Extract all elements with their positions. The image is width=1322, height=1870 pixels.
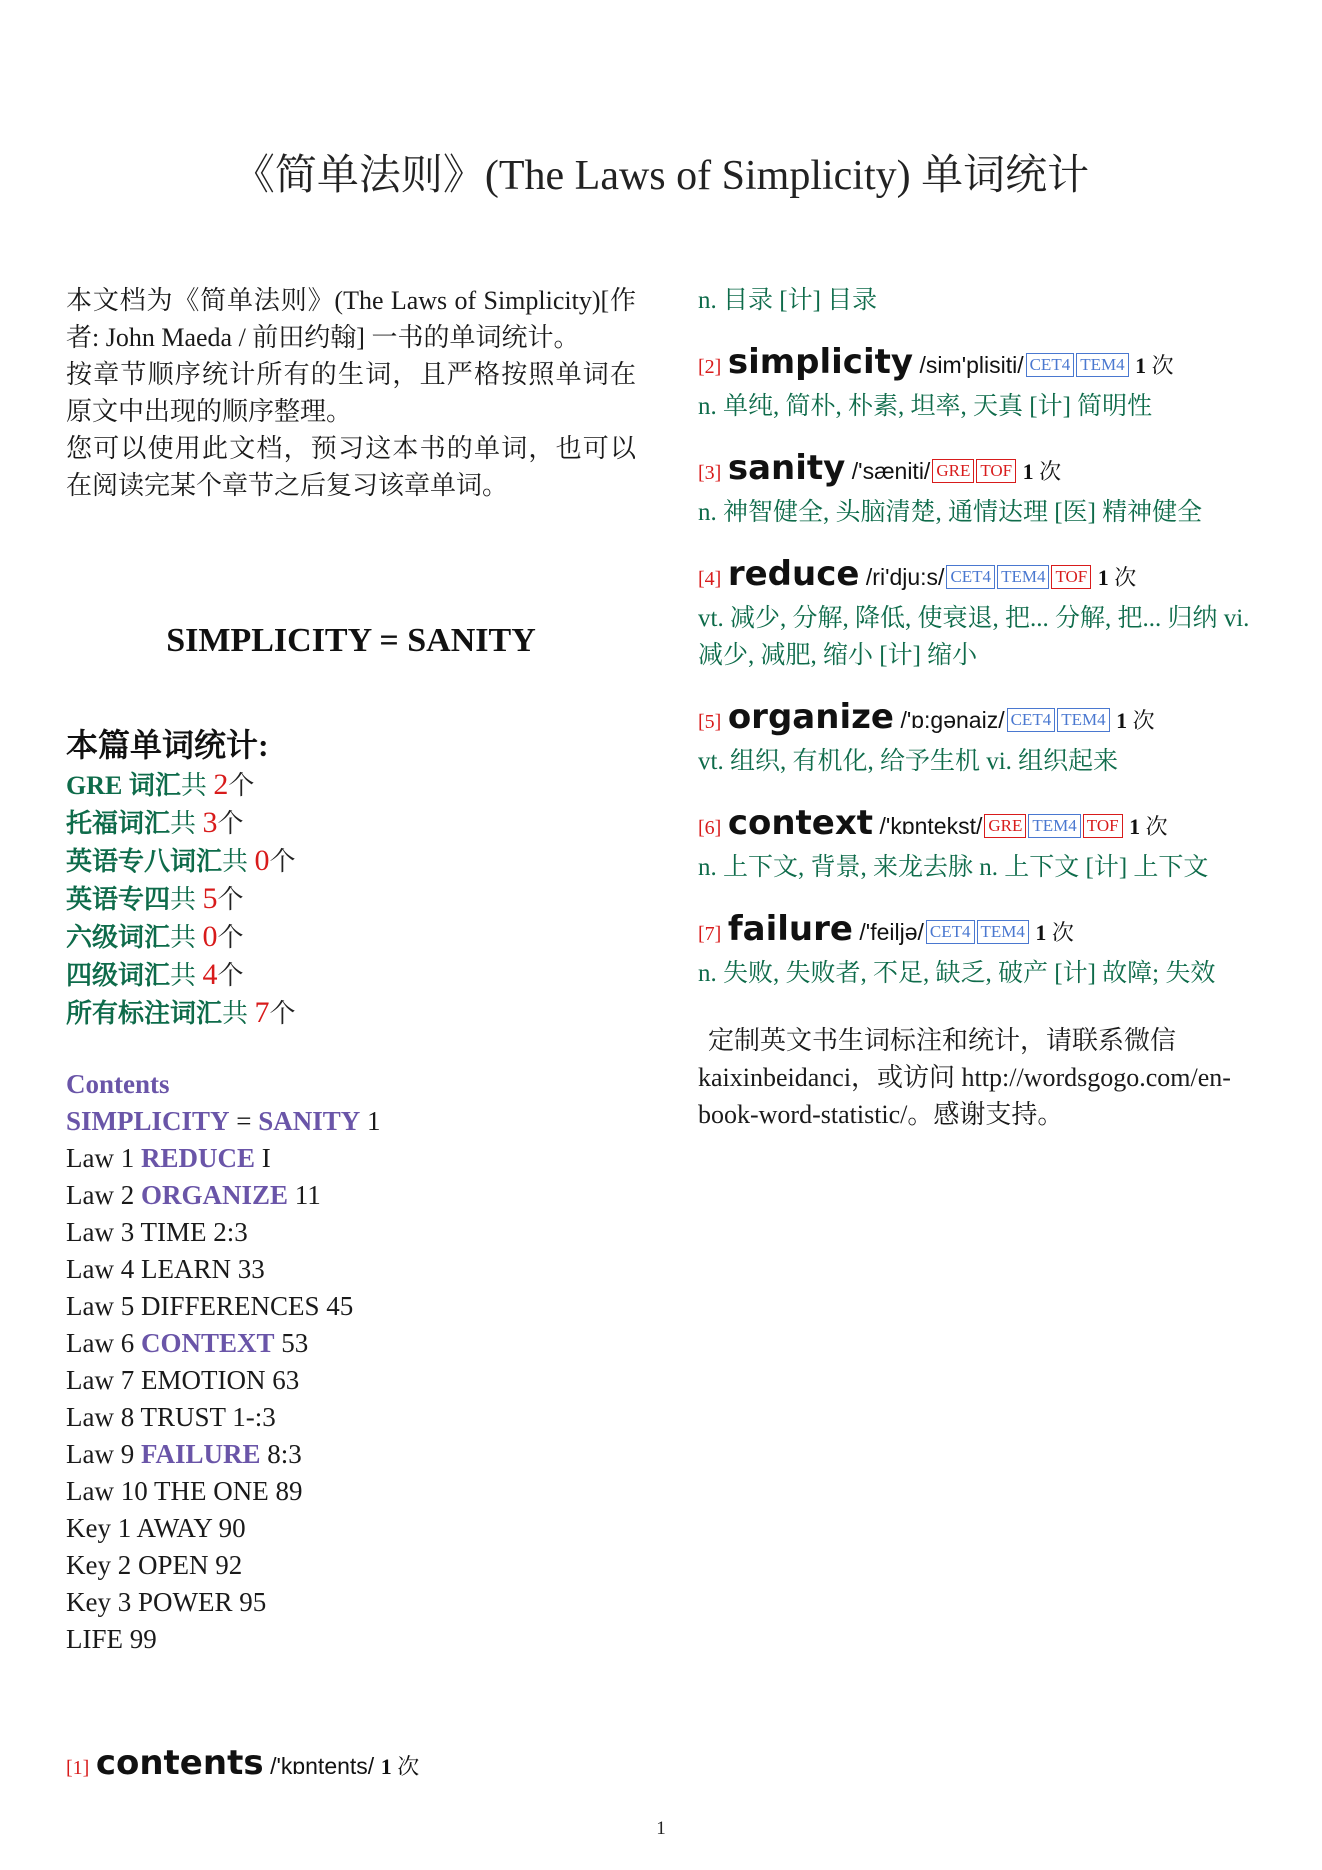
word-phonetic: /'ɒ:gənaiz/: [900, 707, 1005, 733]
contents-highlight: SIMPLICITY: [66, 1106, 230, 1136]
stat-unit: 个: [217, 923, 244, 952]
contents-text: Key 1 AWAY 90: [66, 1513, 246, 1543]
word-level-tag: TEM4: [977, 920, 1029, 944]
stat-unit: 个: [269, 847, 296, 876]
word-level-tag: TEM4: [1076, 353, 1128, 377]
word-entry: [698, 908, 1270, 992]
contents-item: [66, 1510, 636, 1547]
contents-text: Law 5 DIFFERENCES 45: [66, 1291, 354, 1321]
word-entry-header: [698, 447, 1270, 494]
contents-text: Key 3 POWER 95: [66, 1587, 267, 1617]
stat-line: [66, 956, 636, 994]
word-entry-header: [66, 1742, 419, 1789]
stat-mid: 共: [180, 771, 207, 800]
contents-item: [66, 1177, 636, 1214]
word-entry-header: [698, 802, 1270, 849]
word-definition: vt. 组织, 有机化, 给予生机 vi. 组织起来: [698, 748, 1119, 775]
word-entry-header: [698, 341, 1270, 388]
contents-item: [66, 1103, 636, 1140]
contents-item: [66, 1473, 636, 1510]
word-level-tag: GRE: [984, 814, 1026, 838]
word-level-tag: TOF: [976, 459, 1016, 483]
contents-text: Law 6: [66, 1328, 141, 1358]
stats-title: 本篇单词统计:: [66, 727, 269, 763]
contents-highlight: REDUCE: [140, 1143, 255, 1173]
contents-text: I: [255, 1143, 271, 1173]
word-count-unit: 次: [1114, 565, 1137, 590]
word-phonetic: /ri'dju:s/: [865, 564, 945, 590]
word-count-unit: 次: [397, 1754, 420, 1779]
contents-text: Law 1: [66, 1143, 141, 1173]
stat-mid: 共: [170, 923, 197, 952]
stat-count: 7: [254, 996, 270, 1029]
stat-mid: 共: [170, 809, 197, 838]
stat-label: 四级词汇: [66, 961, 171, 990]
stat-label: 六级词汇: [66, 923, 171, 952]
contents-list: [66, 1103, 636, 1658]
contents-item: [66, 1399, 636, 1436]
word-count: [1098, 565, 1137, 590]
word-headword: simplicity: [727, 342, 914, 382]
stat-unit: 个: [217, 961, 244, 990]
stat-line: [66, 842, 636, 880]
stat-mid: 共: [222, 847, 249, 876]
left-column: [66, 282, 636, 1658]
page-number: 1: [656, 1818, 666, 1839]
stat-line: [66, 804, 636, 842]
stat-label: GRE 词汇: [66, 771, 181, 800]
word-count-number: 1: [1135, 353, 1147, 378]
contents-highlight: SANITY: [258, 1106, 361, 1136]
word-count-unit: 次: [1051, 920, 1074, 945]
contents-item: [66, 1436, 636, 1473]
word-headword: organize: [727, 697, 894, 737]
word-index: [3]: [698, 462, 722, 484]
stat-line: [66, 880, 636, 918]
contents-item: [66, 1288, 636, 1325]
stat-count: 0: [254, 844, 270, 877]
contents-item: [66, 1214, 636, 1251]
word-count: [1116, 708, 1155, 733]
word-index: [6]: [698, 817, 722, 839]
word-headword: failure: [727, 909, 853, 949]
word-index: [4]: [698, 568, 722, 590]
contents-item: [66, 1621, 636, 1658]
word-headword: context: [727, 803, 874, 843]
stat-line: [66, 918, 636, 956]
stat-unit: 个: [217, 809, 244, 838]
word-entry: [698, 802, 1270, 886]
contents-text: Law 10 THE ONE 89: [66, 1476, 303, 1506]
word-level-tag: CET4: [1007, 708, 1056, 732]
word-count-number: 1: [1116, 708, 1128, 733]
contents-text: Law 4 LEARN 33: [66, 1254, 265, 1284]
contents-title: Contents: [66, 1069, 170, 1099]
word-index: [2]: [698, 356, 722, 378]
word-definition: vt. 减少, 分解, 降低, 使衰退, 把... 分解, 把... 归纳 vi. 减少, 减肥, 缩小 [计] 缩小: [698, 605, 1250, 669]
document-title: 《简单法则》(The Laws of Simplicity) 单词统计: [232, 153, 1090, 199]
stat-unit: 个: [217, 885, 244, 914]
word-count: [1023, 459, 1062, 484]
word-entry-header: [698, 908, 1270, 955]
stat-mid: 共: [170, 961, 197, 990]
word-count-unit: 次: [1039, 459, 1062, 484]
word-entry: [698, 447, 1270, 531]
contents-text: 8:3: [260, 1439, 302, 1469]
right-column: [698, 282, 1270, 1133]
word-level-tag: TOF: [1083, 814, 1123, 838]
contents-text: Law 3 TIME 2:3: [66, 1217, 248, 1247]
stat-count: 3: [202, 806, 218, 839]
intro: [66, 282, 636, 504]
stat-line: [66, 766, 636, 804]
word-phonetic: /'kɒntents/: [270, 1753, 375, 1779]
contact-note: 定制英文书生词标注和统计，请联系微信 kaixinbeidanci，或访问 http://wordsgogo.com/en-book-word-statistic/。感谢支持。: [698, 1026, 1231, 1129]
word-count: [1135, 353, 1174, 378]
stat-unit: 个: [228, 771, 255, 800]
word-phonetic: /sim'plisiti/: [919, 352, 1024, 378]
contents-item: [66, 1362, 636, 1399]
word-entry: [698, 553, 1270, 674]
word-entry-header: [698, 553, 1270, 600]
word-phonetic: /'feiljə/: [859, 919, 924, 945]
contents-text: =: [229, 1106, 259, 1136]
word-phonetic: /'sæniti/: [851, 458, 931, 484]
word-entry-continued: [698, 282, 1270, 319]
word-definition: n. 神智健全, 头脑清楚, 通情达理 [医] 精神健全: [698, 499, 1203, 526]
stat-count: 5: [202, 882, 218, 915]
word-phonetic: /'kɒntekst/: [879, 813, 983, 839]
word-entry-header: [698, 696, 1270, 743]
contents-text: Key 2 OPEN 92: [66, 1550, 243, 1580]
stat-unit: 个: [269, 999, 296, 1028]
intro-paragraph: 本文档为《简单法则》(The Laws of Simplicity)[作者: John Maeda / 前田约翰] 一书的单词统计。: [66, 286, 636, 352]
intro-paragraph: 按章节顺序统计所有的生词，且严格按照单词在原文中出现的顺序整理。: [66, 360, 636, 426]
contents-text: Law 7 EMOTION 63: [66, 1365, 300, 1395]
stat-label: 英语专四: [66, 885, 171, 914]
word-count: [1035, 920, 1074, 945]
word-count-unit: 次: [1132, 708, 1155, 733]
word-level-tag: TEM4: [1028, 814, 1080, 838]
word-index: [5]: [698, 711, 722, 733]
word-entry: [698, 341, 1270, 425]
word-headword: sanity: [727, 448, 846, 488]
contents-text: 11: [288, 1180, 321, 1210]
contents-text: LIFE 99: [66, 1624, 157, 1654]
word-level-tag: CET4: [926, 920, 975, 944]
contents-item: [66, 1547, 636, 1584]
contents-text: Law 2: [66, 1180, 141, 1210]
word-headword: reduce: [727, 554, 860, 594]
word-count-number: 1: [1129, 814, 1141, 839]
section-heading: SIMPLICITY = SANITY: [166, 622, 536, 659]
word-definition: n. 目录 [计] 目录: [698, 287, 878, 314]
contents-item: [66, 1584, 636, 1621]
stat-count: 0: [202, 920, 218, 953]
word-count-number: 1: [1022, 459, 1034, 484]
word-list: [698, 341, 1270, 992]
stat-count: 4: [202, 958, 218, 991]
word-index: [1]: [66, 1757, 90, 1779]
word-level-tag: TEM4: [1057, 708, 1109, 732]
stats-list: [66, 766, 636, 1032]
contents-text: 1: [360, 1106, 381, 1136]
word-index: [7]: [698, 923, 722, 945]
stat-count: 2: [213, 768, 229, 801]
word-level-tag: CET4: [1026, 353, 1075, 377]
word-count-number: 1: [1035, 920, 1047, 945]
contents-highlight: ORGANIZE: [140, 1180, 289, 1210]
word-headword: contents: [95, 1743, 264, 1783]
word-level-tag: TEM4: [997, 565, 1049, 589]
word-definition: n. 单纯, 简朴, 朴素, 坦率, 天真 [计] 简明性: [698, 393, 1153, 420]
word-count: [1129, 814, 1168, 839]
contents-text: Law 8 TRUST 1-:3: [66, 1402, 276, 1432]
word-level-tag: CET4: [946, 565, 995, 589]
word-count-unit: 次: [1145, 814, 1168, 839]
stat-line: [66, 994, 636, 1032]
contents-highlight: FAILURE: [140, 1439, 261, 1469]
contents-item: [66, 1325, 636, 1362]
intro-paragraph: 您可以使用此文档，预习这本书的单词，也可以在阅读完某个章节之后复习该章单词。: [66, 434, 636, 500]
word-count-number: 1: [380, 1754, 392, 1779]
table-of-contents: [66, 1066, 636, 1658]
word-level-tag: GRE: [932, 459, 974, 483]
word-count-unit: 次: [1151, 353, 1174, 378]
word-count: [381, 1754, 420, 1779]
word-definition: n. 失败, 失败者, 不足, 缺乏, 破产 [计] 故障; 失效: [698, 960, 1216, 987]
stat-label: 托福词汇: [66, 809, 171, 838]
stat-mid: 共: [170, 885, 197, 914]
contents-text: Law 9: [66, 1439, 141, 1469]
contents-item: [66, 1140, 636, 1177]
word-definition: n. 上下文, 背景, 来龙去脉 n. 上下文 [计] 上下文: [698, 854, 1209, 881]
stat-label: 所有标注词汇: [66, 999, 223, 1028]
stat-mid: 共: [222, 999, 249, 1028]
contents-highlight: CONTEXT: [140, 1328, 275, 1358]
word-entry: [698, 696, 1270, 780]
word-count-number: 1: [1097, 565, 1109, 590]
contents-item: [66, 1251, 636, 1288]
contents-text: 53: [274, 1328, 309, 1358]
word-level-tag: TOF: [1051, 565, 1091, 589]
stat-label: 英语专八词汇: [66, 847, 223, 876]
